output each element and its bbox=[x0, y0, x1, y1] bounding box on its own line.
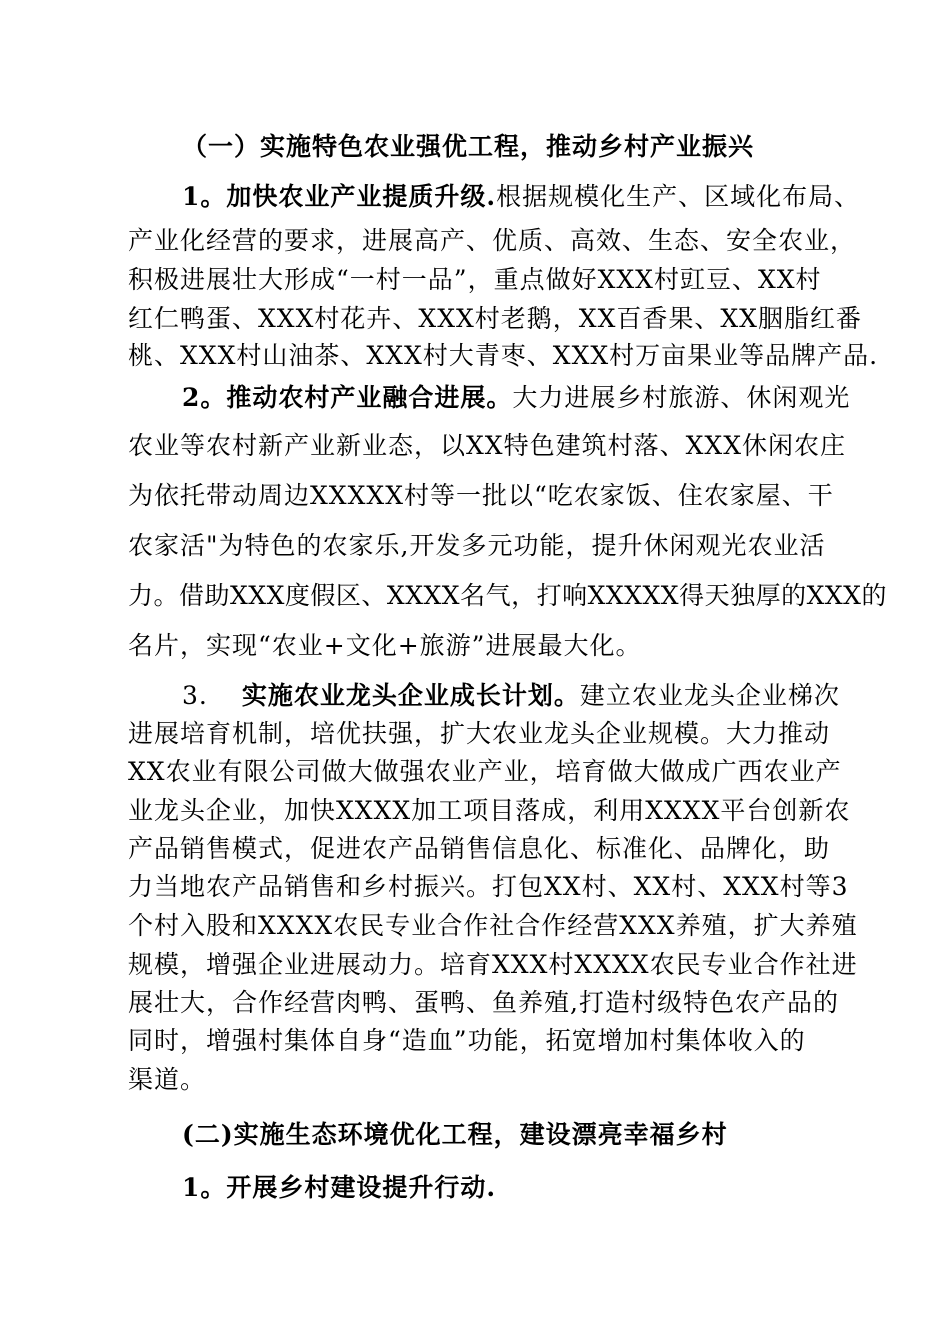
item-lead: 1。开展乡村建设提升行动. bbox=[182, 1173, 497, 1202]
paragraph-line: 业龙头企业，加快XXXX加工项目落成，利用XXXX平台创新农 bbox=[128, 796, 851, 825]
paragraph-line: 力当地农产品销售和乡村振兴。打包XX村、XX村、XXX村等3 bbox=[128, 872, 849, 901]
paragraph-line: 同时，增强村集体自身“造血”功能，拓宽增加村集体收入的 bbox=[128, 1026, 806, 1055]
item-lead: 1。加快农业产业提质升级. bbox=[182, 182, 497, 211]
paragraph-line: 桃、XXX村山油茶、XXX村大青枣、XXX村万亩果业等品牌产品. bbox=[128, 341, 879, 370]
paragraph-line: 积极进展壮大形成“一村一品”，重点做好XXX村豇豆、XX村 bbox=[128, 265, 822, 294]
paragraph-line: 产业化经营的要求，进展高产、优质、高效、生态、安全农业， bbox=[128, 226, 857, 255]
paragraph-line: 个村入股和XXXX农民专业合作社合作经营XXX养殖，扩大养殖 bbox=[128, 911, 858, 940]
item-lead: 实施农业龙头企业成长计划。 bbox=[241, 681, 580, 710]
paragraph-line: 力。借助XXX度假区、XXXX名气，打响XXXXX得天独厚的XXX的 bbox=[128, 581, 887, 610]
paragraph-line: 农家活"为特色的农家乐,开发多元功能，提升休闲观光农业活 bbox=[128, 531, 826, 560]
paragraph-line: 名片，实现“农业+文化+旅游”进展最大化。 bbox=[128, 631, 642, 660]
paragraph-line: 渠道。 bbox=[128, 1065, 207, 1094]
item-number: 3. bbox=[182, 681, 208, 710]
paragraph-line bbox=[182, 182, 860, 212]
paragraph-line: 农业等农村新产业新业态，以XX特色建筑村落、XXX休闲农庄 bbox=[128, 431, 846, 460]
paragraph-line: XX农业有限公司做大做强农业产业，培育做大做成广西农业产 bbox=[128, 757, 842, 786]
paragraph-text: 根据规模化生产、区域化布局、 bbox=[496, 182, 861, 211]
paragraph-text: 大力进展乡村旅游、休闲观光 bbox=[512, 383, 851, 412]
paragraph-text: 建立农业龙头企业梯次 bbox=[579, 681, 840, 710]
section-heading: （一）实施特色农业强优工程，推动乡村产业振兴 bbox=[182, 132, 755, 161]
paragraph-line: 红仁鸭蛋、XXX村花卉、XXX村老鹅，XX百香果、XX胭脂红番 bbox=[128, 304, 862, 333]
paragraph-line: 产品销售模式，促进农产品销售信息化、标准化、品牌化，助 bbox=[128, 834, 831, 863]
paragraph-line: 规模，增强企业进展动力。培育XXX村XXXX农民专业合作社进 bbox=[128, 950, 858, 979]
item-lead: 2。推动农村产业融合进展。 bbox=[182, 383, 513, 412]
paragraph-line: 进展培育机制，培优扶强，扩大农业龙头企业规模。大力推动 bbox=[128, 719, 831, 748]
paragraph-line: 为依托带动周边XXXXX村等一批以“吃农家饭、住农家屋、干 bbox=[128, 481, 834, 510]
paragraph-line: 展壮大，合作经营肉鸭、蛋鸭、鱼养殖,打造村级特色农产品的 bbox=[128, 988, 839, 1017]
paragraph-line bbox=[182, 681, 840, 711]
paragraph-line bbox=[182, 383, 850, 413]
section-heading: (二)实施生态环境优化工程，建设漂亮幸福乡村 bbox=[182, 1120, 728, 1149]
